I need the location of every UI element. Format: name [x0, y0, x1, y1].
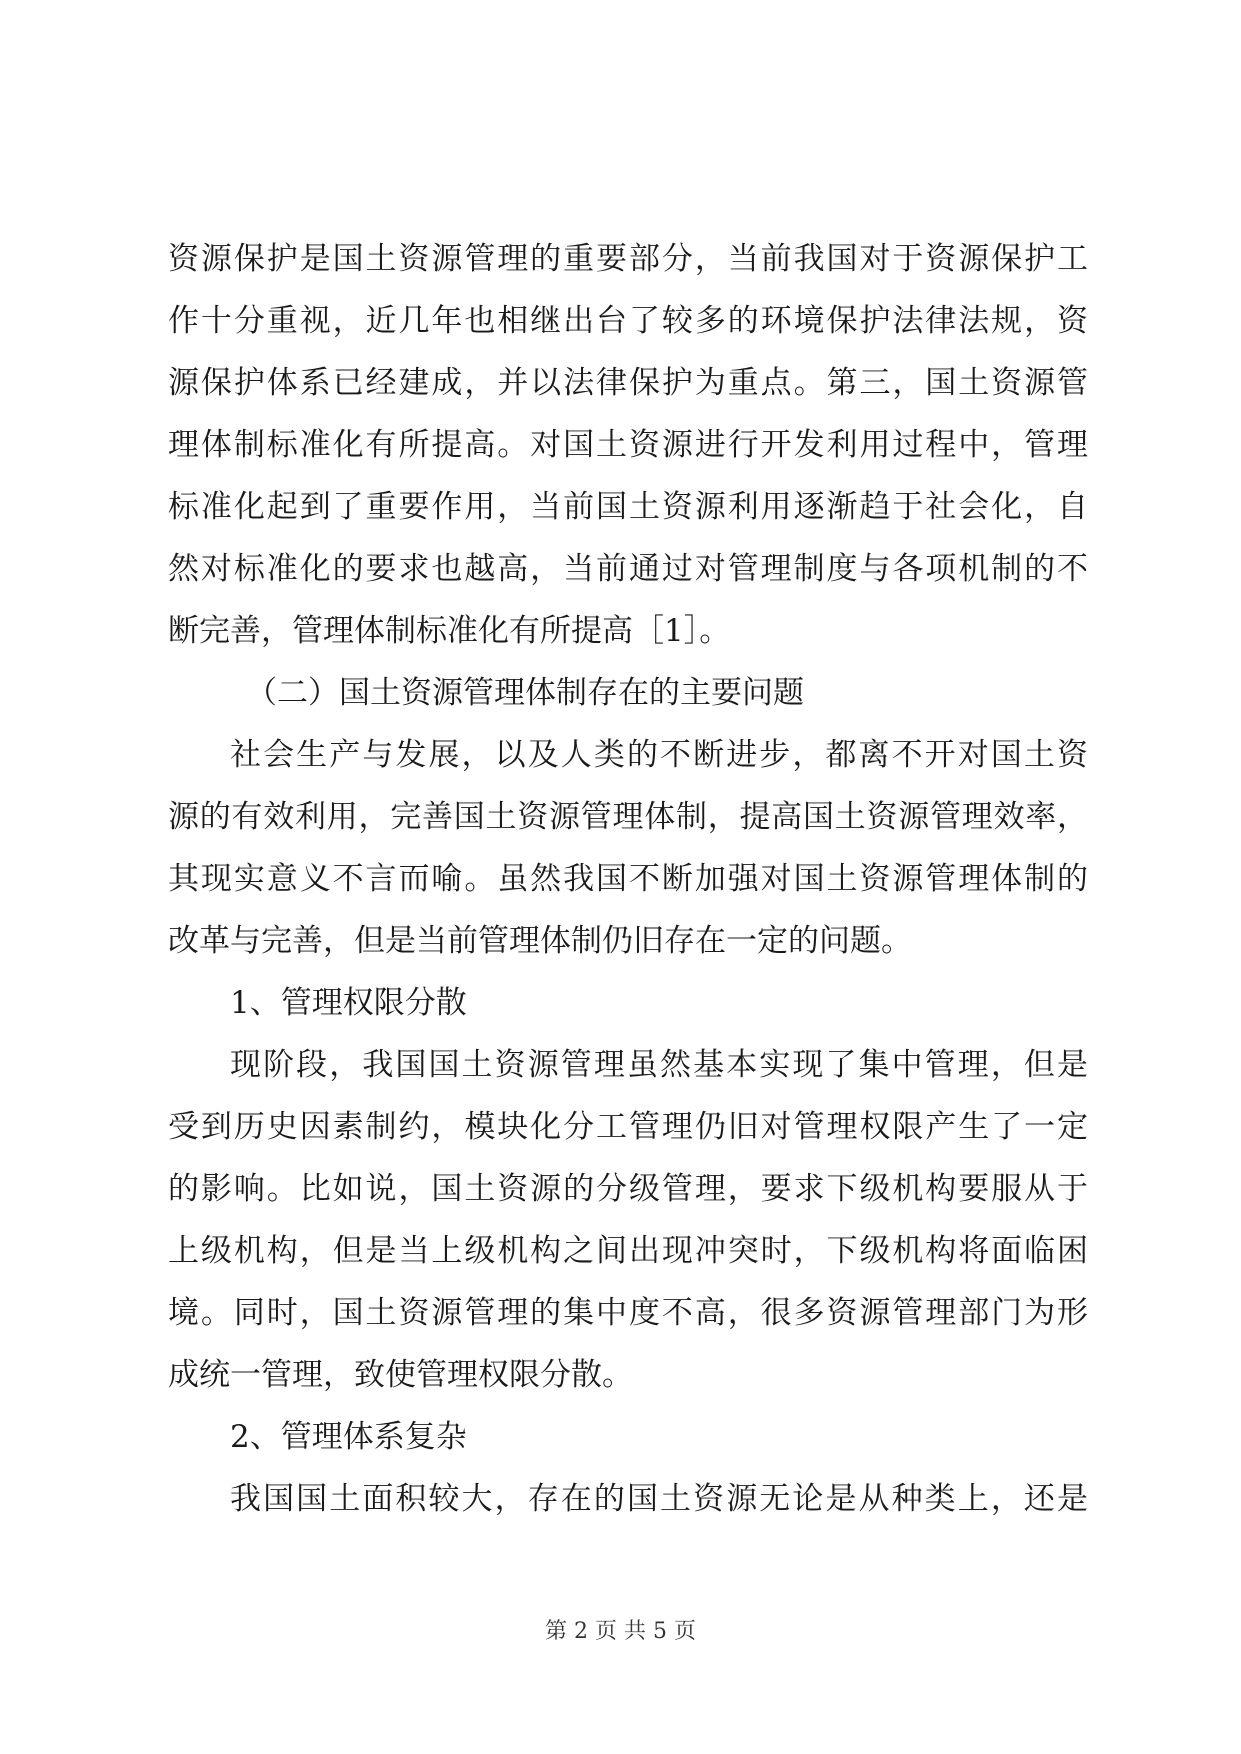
- text-line: 社会生产与发展，以及人类的不断进步，都离不开对国土资: [230, 737, 1088, 773]
- text-line: 的影响。比如说，国土资源的分级管理，要求下级机构要服从于: [168, 1171, 1088, 1207]
- text-line: 其现实意义不言而喻。虽然我国不断加强对国土资源管理体制的: [168, 861, 1088, 897]
- text-line: 现阶段，我国国土资源管理虽然基本实现了集中管理，但是: [230, 1047, 1088, 1083]
- document-body: [168, 228, 1088, 1530]
- text-line: 我国国土面积较大，存在的国土资源无论是从种类上，还是: [230, 1481, 1088, 1517]
- text-line: 源的有效利用，完善国土资源管理体制，提高国土资源管理效率，: [168, 799, 1088, 835]
- text-line: 断完善，管理体制标准化有所提高［1］。: [168, 613, 731, 649]
- text-line: 理体制标准化有所提高。对国土资源进行开发利用过程中，管理: [168, 427, 1088, 463]
- text-line: 资源保护是国土资源管理的重要部分，当前我国对于资源保护工: [168, 241, 1088, 277]
- section-heading: （二）国土资源管理体制存在的主要问题: [246, 675, 804, 711]
- text-line: 然对标准化的要求也越高，当前通过对管理制度与各项机制的不: [168, 551, 1088, 587]
- page-number-footer: 第 2 页 共 5 页: [545, 1619, 696, 1644]
- text-line: 改革与完善，但是当前管理体制仍旧存在一定的问题。: [168, 923, 912, 959]
- text-line: 受到历史因素制约，模块化分工管理仍旧对管理权限产生了一定: [168, 1109, 1088, 1145]
- subsection-heading: 1、管理权限分散: [230, 985, 467, 1021]
- text-line: 上级机构，但是当上级机构之间出现冲突时，下级机构将面临困: [168, 1233, 1088, 1269]
- text-line: 境。同时，国土资源管理的集中度不高，很多资源管理部门为形: [168, 1295, 1088, 1331]
- subsection-heading: 2、管理体系复杂: [230, 1419, 467, 1455]
- text-line: 成统一管理，致使管理权限分散。: [168, 1357, 633, 1393]
- text-line: 标准化起到了重要作用，当前国土资源利用逐渐趋于社会化，自: [168, 489, 1088, 525]
- text-line: 作十分重视，近几年也相继出台了较多的环境保护法律法规，资: [168, 303, 1088, 339]
- text-line: 源保护体系已经建成，并以法律保护为重点。第三，国土资源管: [168, 365, 1088, 401]
